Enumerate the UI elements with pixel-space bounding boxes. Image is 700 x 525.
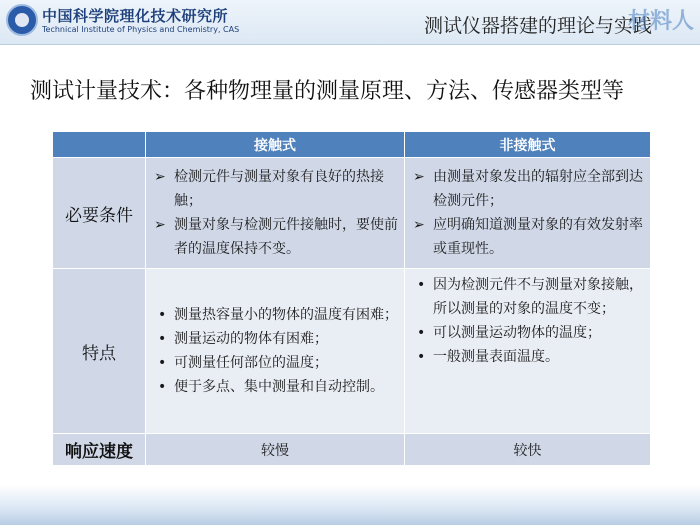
list-item: • 因为检测元件不与测量对象接触，所以测量的对象的温度不变； xyxy=(413,273,644,321)
dot-bullet-icon: • xyxy=(158,355,167,371)
list-item: • 可测量任何部位的温度； xyxy=(154,351,398,375)
list-item: • 可以测量运动物体的温度； xyxy=(413,321,644,345)
deck-title: 测试仪器搭建的理论与实践 xyxy=(423,15,652,37)
header-bar xyxy=(0,0,700,45)
comparison-table xyxy=(52,131,651,466)
cell-noncontact-features xyxy=(405,269,651,434)
table-row xyxy=(53,434,651,466)
footer-band xyxy=(0,485,700,525)
institute-logo xyxy=(6,4,38,36)
dot-bullet-icon: • xyxy=(158,331,167,347)
arrow-bullet-icon: ➢ xyxy=(154,217,166,233)
org-name-en: Technical Institute of Physics and Chemistry, CAS xyxy=(42,25,240,34)
column-header-noncontact: 非接触式 xyxy=(405,132,651,158)
cell-noncontact-requirements xyxy=(405,158,651,269)
arrow-bullet-icon: ➢ xyxy=(413,217,425,233)
arrow-bullet-icon: ➢ xyxy=(413,169,425,185)
cell-contact-features xyxy=(146,269,405,434)
requirements-contact-list xyxy=(146,161,404,265)
arrow-bullet-icon: ➢ xyxy=(154,169,166,185)
list-item: ➢ 测量对象与检测元件接触时，要使前者的温度保持不变。 xyxy=(154,213,398,261)
table-row xyxy=(53,269,651,434)
row-label-features: 特点 xyxy=(53,269,146,434)
dot-bullet-icon: • xyxy=(158,307,167,323)
cell-noncontact-response-speed: 较快 xyxy=(405,434,651,466)
column-header-contact: 接触式 xyxy=(146,132,405,158)
requirements-noncontact-list xyxy=(405,161,650,265)
list-item: ➢ 检测元件与测量对象有良好的热接触； xyxy=(154,165,398,213)
cell-contact-response-speed: 较慢 xyxy=(146,434,405,466)
dot-bullet-icon: • xyxy=(158,379,167,395)
dot-bullet-icon: • xyxy=(417,277,426,293)
dot-bullet-icon: • xyxy=(417,325,426,341)
table-row xyxy=(53,158,651,269)
list-item: ➢ 应明确知道测量对象的有效发射率或重现性。 xyxy=(413,213,644,261)
features-noncontact-list xyxy=(405,269,650,373)
row-label-response-speed: 响应速度 xyxy=(53,434,146,466)
list-item: • 测量运动的物体有困难； xyxy=(154,327,398,351)
org-name-cn: 中国科学院理化技术研究所 xyxy=(42,7,229,25)
list-item: ➢ 由测量对象发出的辐射应全部到达检测元件； xyxy=(413,165,644,213)
table-header-row xyxy=(53,132,651,158)
list-item: • 测量热容量小的物体的温度有困难； xyxy=(154,303,398,327)
row-label-requirements: 必要条件 xyxy=(53,158,146,269)
watermark-logo: 材料人 xyxy=(627,9,694,34)
cell-contact-requirements xyxy=(146,158,405,269)
column-header-empty xyxy=(53,132,146,158)
list-item: • 一般测量表面温度。 xyxy=(413,345,644,369)
list-item: • 便于多点、集中测量和自动控制。 xyxy=(154,375,398,399)
dot-bullet-icon: • xyxy=(417,349,426,365)
slide-title: 测试计量技术：各种物理量的测量原理、方法、传感器类型等 xyxy=(30,79,625,104)
features-contact-list xyxy=(146,299,404,403)
